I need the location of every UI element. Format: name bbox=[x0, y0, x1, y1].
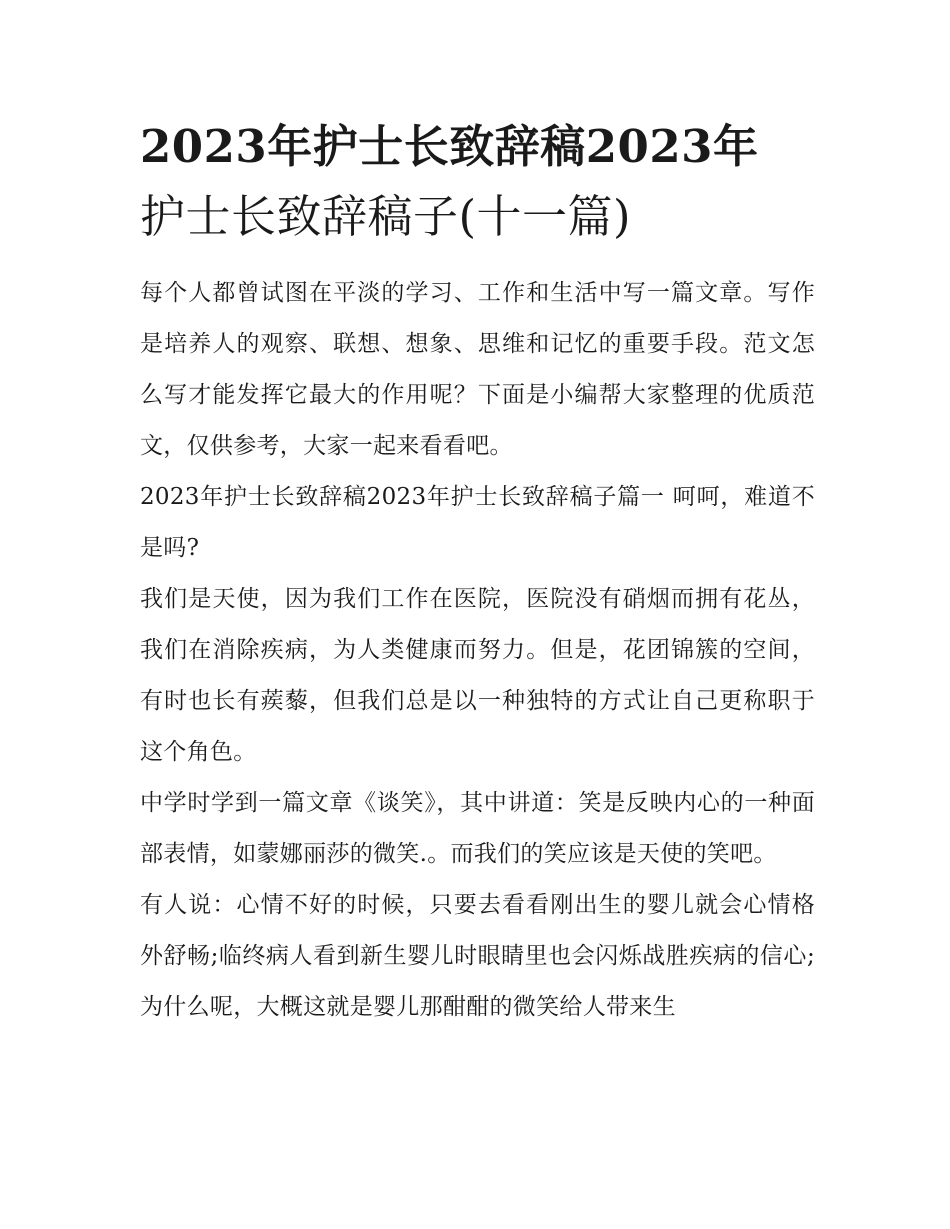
section-heading-paragraph: 2023年护士长致辞稿2023年护士长致辞稿子篇一 呵呵，难道不是吗? bbox=[140, 484, 815, 561]
document-page bbox=[140, 112, 815, 1033]
title-line-1: 2023年护士长致辞稿2023年 bbox=[140, 120, 759, 173]
body-paragraph: 中学时学到一篇文章《谈笑》，其中讲道：笑是反映内心的一种面部表情，如蒙娜丽莎的微笑.。而我们的笑应该是天使的笑吧。 bbox=[140, 790, 815, 867]
intro-paragraph: 每个人都曾试图在平淡的学习、工作和生活中写一篇文章。写作是培养人的观察、联想、想象、思维和记忆的重要手段。范文怎么写才能发挥它最大的作用呢？下面是小编帮大家整理的优质范文，仅供参考，大家一起来看看吧。 bbox=[140, 280, 815, 459]
title-line-2: 护士长致辞稿子(十一篇) bbox=[140, 190, 632, 243]
body-paragraph: 有人说：心情不好的时候，只要去看看刚出生的婴儿就会心情格外舒畅;临终病人看到新生婴儿时眼睛里也会闪烁战胜疾病的信心;为什么呢，大概这就是婴儿那酣酣的微笑给人带来生 bbox=[140, 892, 815, 1020]
body-paragraph: 我们是天使，因为我们工作在医院，医院没有硝烟而拥有花丛，我们在消除疾病，为人类健康而努力。但是，花团锦簇的空间，有时也长有蒺藜，但我们总是以一种独特的方式让自己更称职于这个角色。 bbox=[140, 586, 815, 765]
document-title bbox=[140, 112, 815, 252]
